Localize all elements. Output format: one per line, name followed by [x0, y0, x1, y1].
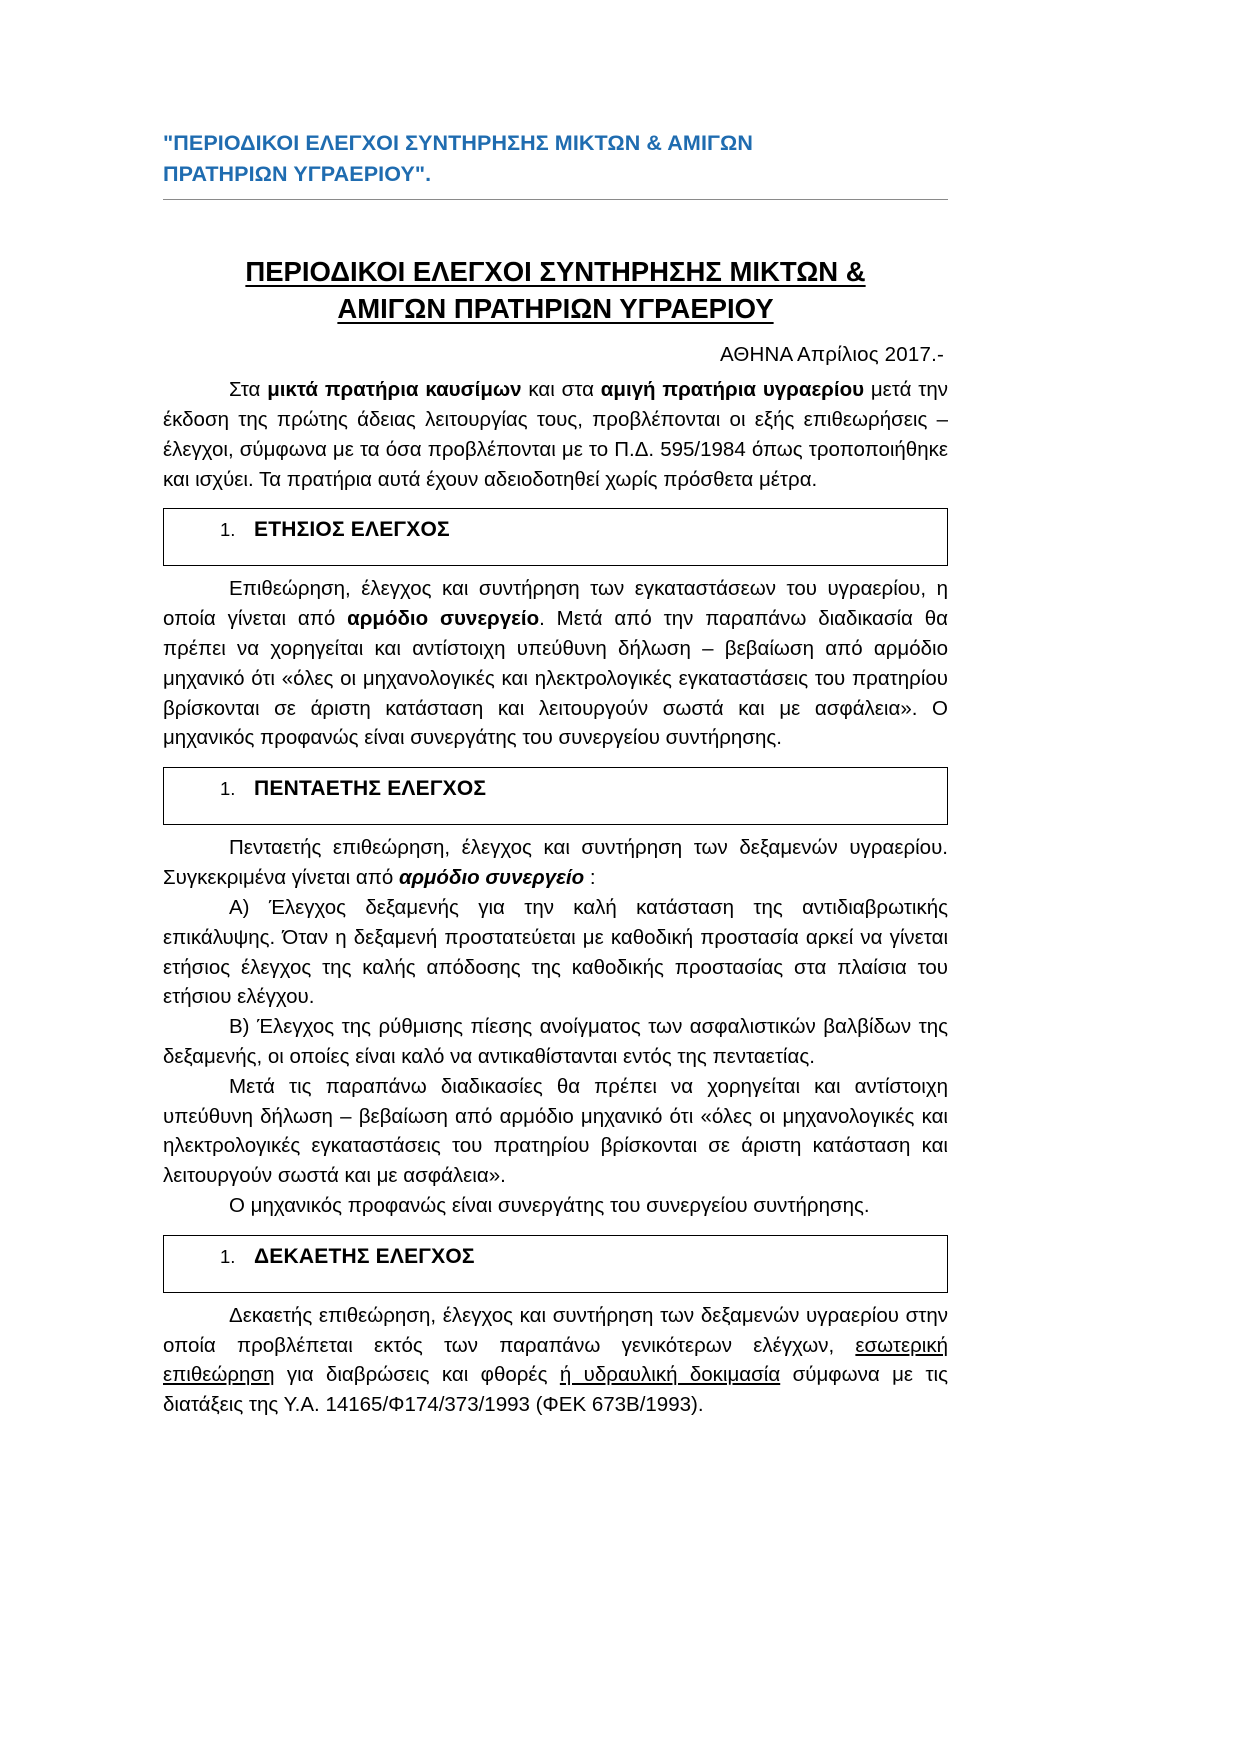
fiveyear-paragraph-b: Β) Έλεγχος της ρύθμισης πίεσης ανοίγματος των ασφαλιστικών βαλβίδων της δεξαμενής, οι οποίες είναι καλό να αντικαθίστανται εντός της πενταετίας. — [163, 1015, 948, 1068]
intro-bold-2: αμιγή πρατήρια υγραερίου — [600, 378, 865, 402]
document-content — [163, 128, 948, 1420]
header-line-1: "ΠΕΡΙΟΔΙΚΟΙ ΕΛΕΓΧΟΙ ΣΥΝΤΗΡΗΣΗΣ ΜΙΚΤΩΝ & ΑΜΙΓΩΝ — [163, 131, 754, 155]
intro-text-2: και στα — [521, 378, 601, 402]
intro-text-3: μετά την έκδοση της πρώτης άδειας λειτουργίας τους, προβλέπονται οι εξής επιθεωρήσεις – έλεγχοι, σύμφωνα με τα όσα προβλέπονται με το Π.Δ. 595/1984 όπως τροποποιήθηκε και ισχύει. Τα πρατήρια αυτά έχουν αδειοδοτηθεί χωρίς πρόσθετα μέτρα. — [163, 378, 949, 491]
fiveyear-paragraph-1 — [163, 833, 948, 893]
tenyear-underline-2: ή υδραυλική δοκιμασία — [559, 1363, 781, 1387]
section-heading-tenyear — [163, 1235, 948, 1293]
intro-paragraph — [163, 375, 948, 494]
section-heading-annual — [163, 508, 948, 566]
fiveyear-bold-1: αρμόδιο συνεργείο — [398, 866, 585, 890]
title-line-2: ΑΜΙΓΩΝ ΠΡΑΤΗΡΙΩΝ ΥΓΡΑΕΡΙΟΥ — [337, 292, 774, 324]
section-heading-fiveyear — [163, 767, 948, 825]
annual-text-1: Επιθεώρηση, έλεγχος και συντήρηση των εγκαταστάσεων του υγραερίου, η οποία γίνεται από — [163, 577, 948, 631]
tenyear-text-1: Δεκαετής επιθεώρηση, έλεγχος και συντήρηση των δεξαμενών υγραερίου στην οποία προβλέπεται εκτός των παραπάνω γενικότερων ελέγχων, — [163, 1303, 948, 1357]
section-label: ΕΤΗΣΙΟΣ ΕΛΕΓΧΟΣ — [254, 518, 450, 542]
tenyear-underline-1: εσωτερική επιθεώρηση — [163, 1333, 948, 1387]
fiveyear-text-2: : — [584, 866, 596, 890]
tenyear-text-3: σύμφωνα με τις διατάξεις της Υ.Α. 14165/Φ174/373/1993 (ΦΕΚ 673Β/1993). — [163, 1363, 948, 1417]
fiveyear-paragraph-a: Α) Έλεγχος δεξαμενής για την καλή κατάσταση της αντιδιαβρωτικής επικάλυψης. Όταν η δεξαμενή προστατεύεται με καθοδική προστασία αρκεί να γίνεται ετήσιος έλεγχος της καλής απόδοσης της καθοδικής προστασίας στα πλαίσια του ετήσιου ελέγχου. — [163, 895, 948, 1009]
page-title — [163, 254, 948, 327]
date-line: ΑΘΗΝΑ Απρίλιος 2017.- — [719, 343, 944, 367]
intro-bold-1: μικτά πρατήρια καυσίμων — [267, 378, 522, 402]
section-number: 1. — [220, 1245, 236, 1267]
section-label: ΔΕΚΑΕΤΗΣ ΕΛΕΓΧΟΣ — [254, 1244, 475, 1268]
section-label: ΠΕΝΤΑΕΤΗΣ ΕΛΕΓΧΟΣ — [254, 777, 487, 801]
tenyear-paragraph — [163, 1301, 948, 1420]
title-line-1: ΠΕΡΙΟΔΙΚΟΙ ΕΛΕΓΧΟΙ ΣΥΝΤΗΡΗΣΗΣ ΜΙΚΤΩΝ & — [245, 256, 866, 288]
fiveyear-paragraph-conclusion: Μετά τις παραπάνω διαδικασίες θα πρέπει να χορηγείται και αντίστοιχη υπεύθυνη δήλωση – βεβαίωση από αρμόδιο μηχανικό ότι «όλες οι μηχανολογικές και ηλεκτρολογικές εγκαταστάσεις του πρατηρίου βρίσκονται σε άριστη κατάσταση και λειτουργούν σωστά και με ασφάλεια». — [163, 1074, 948, 1188]
annual-paragraph — [163, 574, 948, 753]
fiveyear-text-1: Πενταετής επιθεώρηση, έλεγχος και συντήρηση των δεξαμενών υγραερίου. Συγκεκριμένα γίνεται από — [163, 836, 948, 890]
section-number: 1. — [220, 778, 236, 800]
annual-text-2: . Μετά από την παραπάνω διαδικασία θα πρέπει να χορηγείται και αντίστοιχη υπεύθυνη δήλωση – βεβαίωση από αρμόδιο μηχανικό ότι «όλες οι μηχανολογικές και ηλεκτρολογικές εγκαταστάσεις του πρατηρίου βρίσκονται σε άριστη κατάσταση και λειτουργούν σωστά και με ασφάλεια». Ο μηχανικός προφανώς είναι συνεργάτης του συνεργείου συντήρησης. — [163, 607, 949, 750]
intro-text-1: Στα — [229, 378, 268, 402]
fiveyear-paragraph-engineer: Ο μηχανικός προφανώς είναι συνεργάτης του συνεργείου συντήρησης. — [229, 1194, 870, 1218]
tenyear-text-2: για διαβρώσεις και φθορές — [274, 1363, 560, 1387]
header-line-2: ΠΡΑΤΗΡΙΩΝ ΥΓΡΑΕΡΙΟΥ". — [163, 161, 432, 186]
document-header — [163, 128, 948, 189]
annual-bold-1: αρμόδιο συνεργείο — [347, 607, 540, 631]
section-number: 1. — [220, 519, 236, 541]
header-divider — [163, 199, 948, 200]
